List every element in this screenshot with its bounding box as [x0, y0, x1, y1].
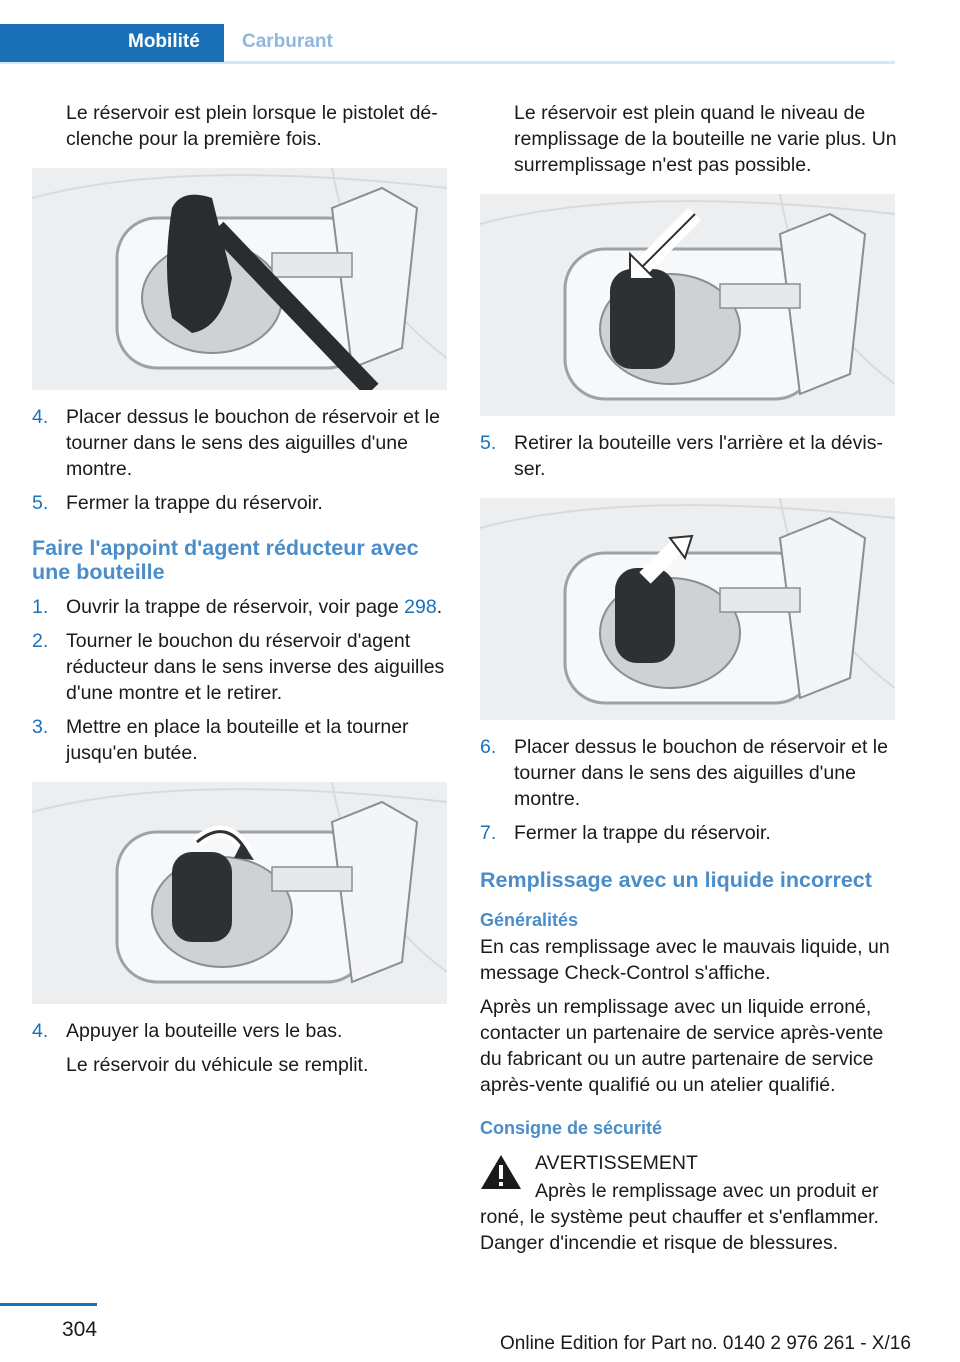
section-heading-bottle: Faire l'appoint d'agent réducteur avec une bouteille	[32, 536, 419, 584]
list-item: 3. Mettre en place la bouteille et la tourner jusqu'en butée.	[32, 716, 409, 764]
warning-triangle-icon	[480, 1154, 522, 1190]
warning-line: Après le remplissage avec un produit er	[535, 1180, 879, 1202]
photo-bottle-rotate	[32, 782, 447, 1004]
photo-bottle-insert	[480, 194, 895, 416]
section-heading-incorrect: Remplissage avec un liquide incorrect	[480, 868, 872, 892]
intro-paragraph: Le réservoir est plein lorsque le pistolet déclenche pour la première fois.	[66, 102, 438, 150]
footer-bar	[0, 1303, 97, 1306]
list-item: 2. Tourner le bouchon du réservoir d'agent réducteur dans le sens inverse des aiguilles d'une montre et le retirer.	[32, 630, 445, 704]
right-column	[480, 100, 897, 1256]
subheading-general: Généralités	[480, 910, 579, 930]
list-item: 1. Ouvrir la trappe de réservoir, voir page 298.	[32, 596, 443, 618]
tab-mobilite[interactable]: Mobilité	[0, 24, 224, 62]
warning-text: roné, le système peut chauffer et s'enflammer. Danger d'incendie et risque de blessures.	[480, 1206, 879, 1254]
list-item: 4. Appuyer la bouteille vers le bas.	[32, 1020, 343, 1042]
warning-block	[480, 1150, 897, 1204]
left-column	[32, 100, 449, 1078]
page-number: 304	[62, 1318, 98, 1341]
warning-title: AVERTISSEMENT	[535, 1152, 698, 1174]
list-item: 6. Placer dessus le bouchon de réservoir et le tourner dans le sens des aiguilles d'une montre.	[480, 736, 888, 810]
list-item: 4. Placer dessus le bouchon de réservoir et le tourner dans le sens des aiguilles d'une montre.	[32, 406, 440, 480]
list-item: 5. Fermer la trappe du réservoir.	[32, 492, 323, 514]
edition-footer: Online Edition for Part no. 0140 2 976 261 - X/16	[500, 1333, 911, 1354]
paragraph-check-control: En cas remplissage avec le mauvais liquide, un message Check-Control s'affiche.	[480, 936, 890, 984]
paragraph-service: Après un remplissage avec un liquide erroné, contacter un partenaire de service après-vente du fabricant ou un autre partenaire de service après-vente qualifié ou un atelier qualifié.	[480, 996, 884, 1096]
list-item: 5. Retirer la bouteille vers l'arrière et la dévisser.	[480, 432, 883, 480]
photo-bottle-remove	[480, 498, 895, 720]
subheading-safety: Consigne de sécurité	[480, 1118, 663, 1138]
chapter-header	[0, 24, 895, 64]
photo-fuel-nozzle	[32, 168, 447, 390]
step-note: Le réservoir du véhicule se remplit.	[66, 1054, 369, 1076]
page-link[interactable]: 298	[404, 596, 437, 618]
tab-carburant[interactable]: Carburant	[242, 31, 333, 52]
intro-paragraph: Le réservoir est plein quand le niveau de remplissage de la bouteille ne varie plus. Un surremplissage n'est pas possible.	[514, 102, 897, 176]
list-item: 7. Fermer la trappe du réservoir.	[480, 822, 771, 844]
